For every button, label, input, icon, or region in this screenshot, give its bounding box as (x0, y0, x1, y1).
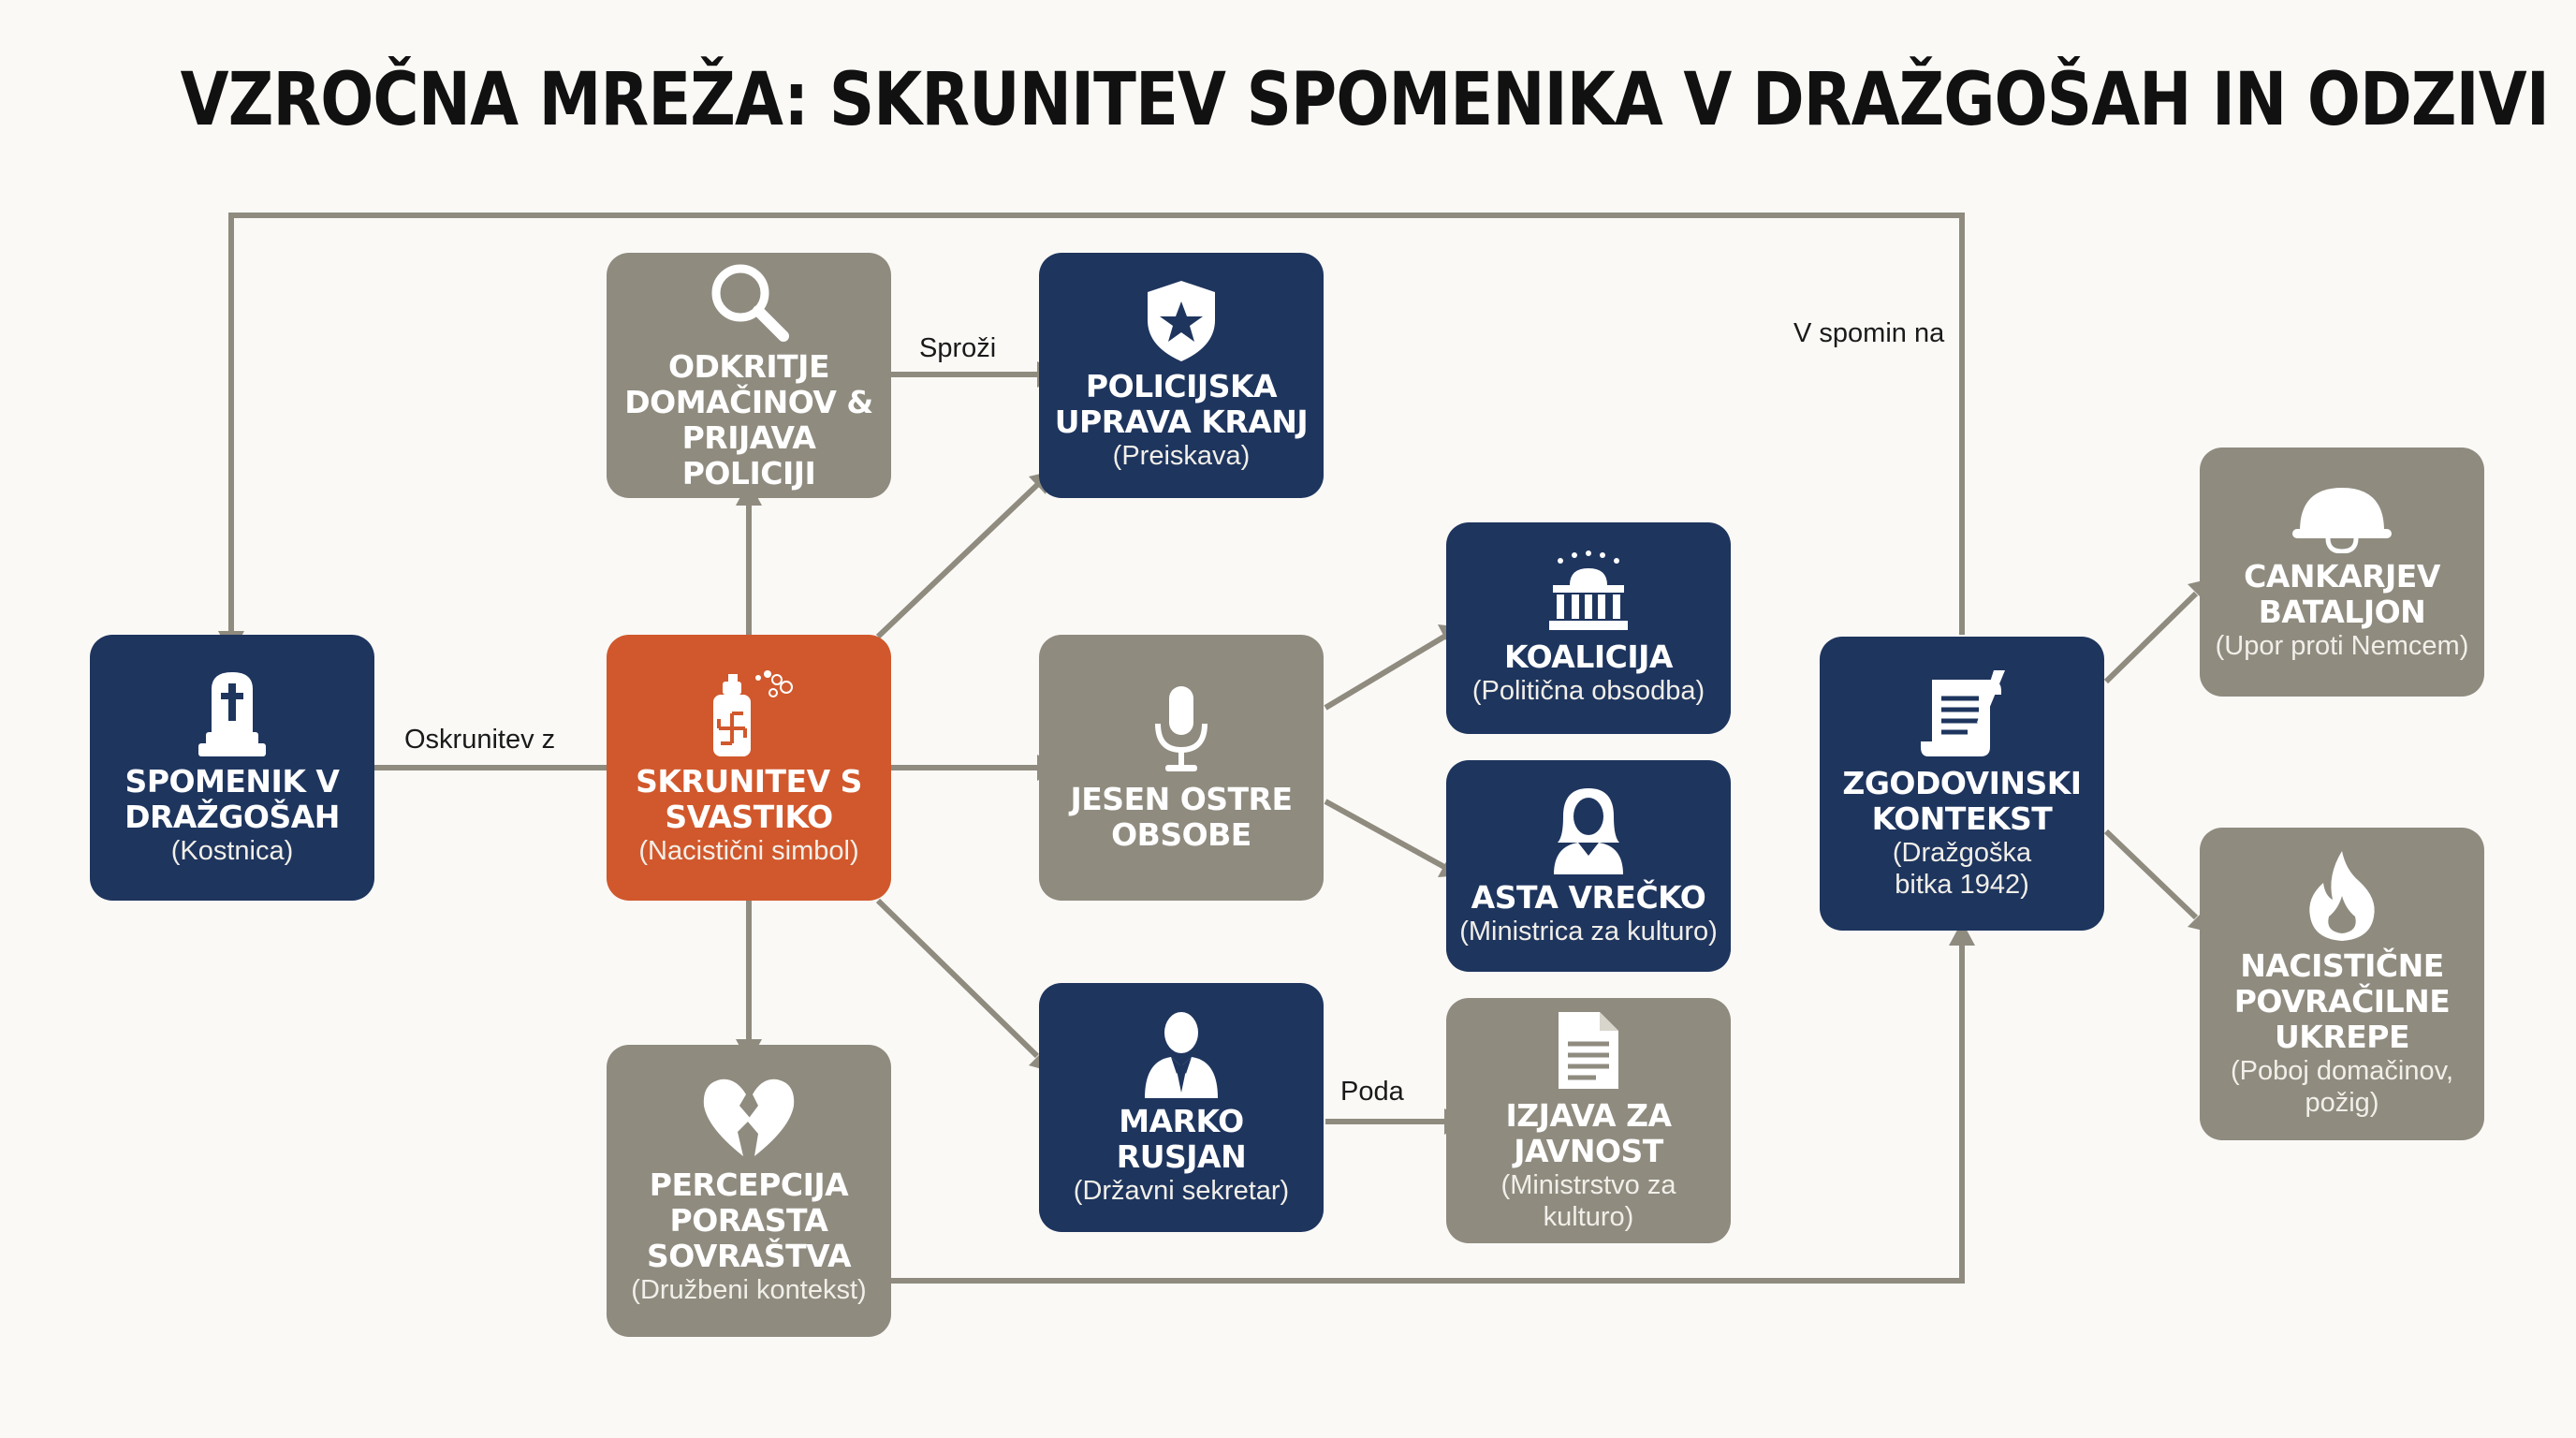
node-police (1039, 253, 1324, 498)
node-marko (1039, 983, 1324, 1232)
node-cankar-sub: (Upor proti Nemcem) (2215, 631, 2469, 661)
edge-label-in-memory: V spomin na (1790, 318, 1948, 349)
edge-desecration-police (878, 485, 1037, 637)
node-desecration-label: SKRUNITEV S SVASTIKO (636, 763, 862, 835)
government-building-icon (1542, 550, 1635, 634)
node-cankar (2200, 448, 2484, 697)
node-perception-label: PERCEPCIJA PORASTA SOVRAŠTVA (646, 1167, 852, 1274)
edge-label-triggers: Sproži (915, 333, 1000, 364)
node-coalition-sub: (Politična obsodba) (1471, 676, 1705, 706)
node-monument-sub: (Kostnica) (170, 836, 294, 866)
node-condemnation-label: JESEN OSTRE OBSOBE (1070, 781, 1293, 853)
node-coalition-label: KOALICIJA (1504, 638, 1673, 675)
helmet-icon (2291, 482, 2393, 553)
edge-label-gives: Poda (1337, 1077, 1408, 1108)
police-badge-icon (1142, 279, 1221, 363)
diagram-title: VZROČNA MREŽA: SKRUNITEV SPOMENIKA V DRAŽGOŠAH IN ODZIVI (180, 58, 2549, 142)
woman-icon (1546, 785, 1631, 874)
edge-label-desecration-of: Oskrunitev z (401, 725, 559, 756)
node-history (1820, 637, 2104, 931)
node-cankar-label: CANKARJEV BATALJON (2244, 558, 2440, 630)
node-asta-label: ASTA VREČKO (1471, 879, 1706, 916)
node-reprisals-label: NACISTIČNE POVRAČILNE UKREPE (2233, 947, 2451, 1055)
node-desecration (607, 635, 891, 901)
node-statement-label: IZJAVA ZA JAVNOST (1505, 1097, 1672, 1169)
edge-condemnation-coalition (1325, 637, 1444, 708)
node-marko-sub: (Državni sekretar) (1073, 1176, 1290, 1206)
node-history-label: ZGODOVINSKI KONTEKST (1842, 765, 2082, 837)
magnifier-icon (707, 259, 791, 344)
edge-history-reprisals (2106, 831, 2196, 917)
document-icon (1555, 1008, 1622, 1093)
gravestone-icon (195, 668, 270, 758)
edge-desecration-marko (878, 901, 1037, 1056)
node-police-label: POLICIJSKA UPRAVA KRANJ (1054, 368, 1309, 440)
node-perception-sub: (Družbeni kontekst) (631, 1275, 867, 1305)
node-history-sub: (Dražgoška bitka 1942) (1892, 838, 2032, 900)
microphone-icon (1149, 682, 1214, 776)
node-asta-sub: (Ministrica za kulturo) (1459, 917, 1718, 946)
node-discovery-label: ODKRITJE DOMAČINOV & PRIJAVA POLICIJI (624, 348, 873, 492)
node-coalition (1446, 522, 1731, 734)
edge-condemnation-asta (1325, 801, 1444, 867)
node-condemnation (1039, 635, 1324, 901)
node-monument-label: SPOMENIK V DRAŽGOŠAH (124, 763, 340, 835)
spray-can-icon (702, 668, 796, 758)
node-reprisals-sub: (Poboj domačinov, požig) (2230, 1056, 2454, 1118)
node-discovery (607, 253, 891, 498)
node-statement (1446, 998, 1731, 1243)
broken-heart-icon (700, 1076, 798, 1162)
node-monument (90, 635, 374, 901)
node-police-sub: (Preiskava) (1112, 441, 1251, 471)
node-statement-sub: (Ministrstvo za kulturo) (1500, 1170, 1676, 1232)
scroll-icon (1915, 667, 2009, 760)
edge-history-cankar (2106, 594, 2196, 682)
fire-icon (2303, 849, 2381, 943)
node-marko-label: MARKO RUSJAN (1116, 1103, 1247, 1175)
businessman-icon (1139, 1008, 1223, 1098)
node-asta (1446, 760, 1731, 972)
node-perception (607, 1045, 891, 1337)
node-desecration-sub: (Nacistični simbol) (638, 836, 859, 866)
node-reprisals (2200, 828, 2484, 1140)
